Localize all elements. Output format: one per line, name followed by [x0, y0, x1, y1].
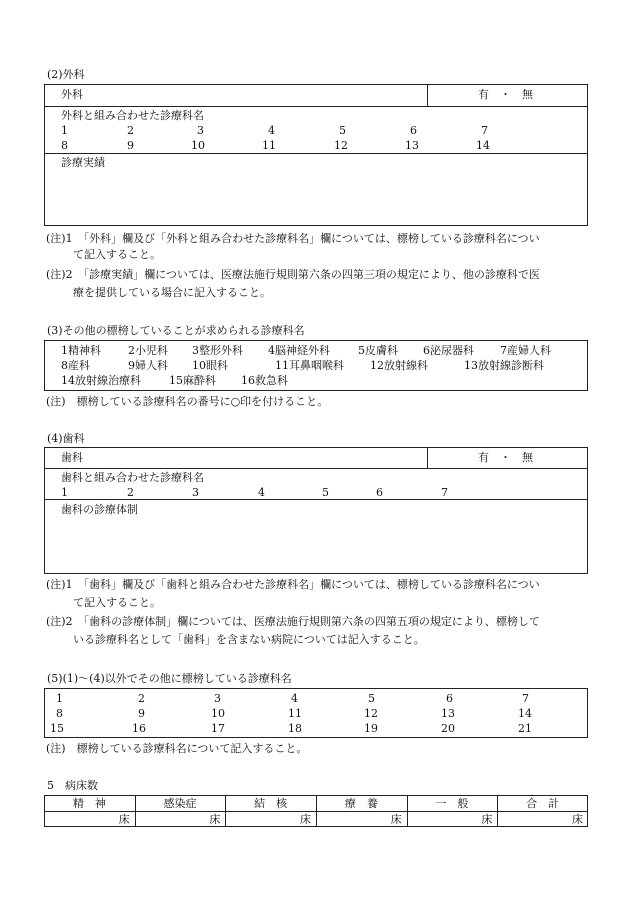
other-required-dept[interactable]: 16救急科 — [241, 374, 288, 387]
other-listed-dept-number[interactable]: 16 — [132, 722, 146, 735]
beds-unit[interactable]: 床 — [572, 813, 583, 826]
other-required-dept[interactable]: 1精神科 — [61, 344, 101, 357]
other-listed-dept-number[interactable]: 21 — [518, 722, 532, 735]
other-required-dept[interactable]: 13放射線診断科 — [464, 359, 544, 372]
section-dental-heading: (4)歯科 — [47, 432, 85, 445]
surgery-label: 外科 — [61, 88, 83, 101]
surgery-dept-number[interactable]: 9 — [127, 139, 134, 152]
other-listed-dept-number[interactable]: 14 — [518, 707, 532, 720]
beds-header: 一 般 — [435, 797, 469, 810]
dental-dept-number[interactable]: 2 — [127, 486, 134, 499]
other-required-dept[interactable]: 9婦人科 — [128, 359, 168, 372]
beds-header: 結 核 — [254, 797, 288, 810]
surgery-dept-number[interactable]: 3 — [197, 124, 204, 137]
surgery-note-1-cont: て記入すること。 — [73, 248, 161, 261]
other-listed-dept-number[interactable]: 2 — [138, 692, 145, 705]
other-required-dept[interactable]: 11耳鼻咽喉科 — [275, 359, 344, 372]
other-required-dept[interactable]: 8産科 — [61, 359, 90, 372]
surgery-dept-number[interactable]: 7 — [481, 124, 488, 137]
other-listed-note: (注) 標榜している診療科名について記入すること。 — [46, 742, 308, 755]
surgery-dept-number[interactable]: 4 — [268, 124, 275, 137]
other-listed-dept-number[interactable]: 4 — [291, 692, 298, 705]
other-required-dept[interactable]: 5皮膚科 — [358, 344, 398, 357]
surgery-yes-no[interactable]: 有 ・ 無 — [478, 88, 533, 101]
dental-dept-number[interactable]: 7 — [441, 486, 448, 499]
surgery-dept-number[interactable]: 8 — [61, 139, 68, 152]
surgery-dept-number[interactable]: 10 — [191, 139, 205, 152]
surgery-note-2-cont: 療を提供している場合に記入すること。 — [73, 286, 271, 299]
beds-unit[interactable]: 床 — [118, 813, 130, 826]
other-required-dept[interactable]: 10眼科 — [192, 359, 228, 372]
beds-header: 合 計 — [526, 797, 560, 810]
other-listed-dept-number[interactable]: 9 — [138, 707, 145, 720]
other-listed-dept-number[interactable]: 20 — [441, 722, 455, 735]
beds-header: 感染症 — [163, 797, 197, 810]
surgery-note-1: (注)1 「外科」欄及び「外科と組み合わせた診療科名」欄については、標榜している診療科名につい — [46, 232, 540, 245]
dental-dept-number[interactable]: 6 — [376, 486, 383, 499]
surgery-dept-number[interactable]: 12 — [334, 139, 348, 152]
section-surgery-heading: (2)外科 — [47, 68, 85, 81]
surgery-combo-label: 外科と組み合わせた診療科名 — [61, 109, 204, 122]
beds-unit[interactable]: 床 — [390, 813, 402, 826]
surgery-dept-number[interactable]: 13 — [405, 139, 419, 152]
surgery-dept-number[interactable]: 14 — [476, 139, 490, 152]
other-listed-dept-number[interactable]: 19 — [364, 722, 378, 735]
dental-label: 歯科 — [61, 451, 83, 464]
beds-unit[interactable]: 床 — [481, 813, 493, 826]
dental-system-label: 歯科の診療体制 — [61, 503, 138, 516]
other-listed-dept-number[interactable]: 13 — [441, 707, 455, 720]
other-required-dept[interactable]: 4脳神経外科 — [268, 344, 330, 357]
other-listed-dept-number[interactable]: 7 — [522, 692, 529, 705]
dental-dept-number[interactable]: 1 — [61, 486, 68, 499]
beds-unit[interactable]: 床 — [300, 813, 311, 826]
other-required-dept[interactable]: 14放射線治療科 — [61, 374, 141, 387]
other-required-dept[interactable]: 6泌尿器科 — [423, 344, 474, 357]
surgery-dept-number[interactable]: 11 — [262, 139, 276, 152]
other-listed-dept-number[interactable]: 15 — [50, 722, 64, 735]
other-listed-table — [44, 688, 588, 738]
dental-dept-number[interactable]: 3 — [192, 486, 199, 499]
surgery-dept-number[interactable]: 5 — [339, 124, 346, 137]
dental-note-1: (注)1 「歯科」欄及び「歯科と組み合わせた診療科名」欄については、標榜している診療科名につい — [46, 578, 540, 591]
other-listed-dept-number[interactable]: 1 — [56, 692, 63, 705]
other-listed-dept-number[interactable]: 8 — [56, 707, 63, 720]
other-listed-dept-number[interactable]: 18 — [288, 722, 302, 735]
dental-note-2: (注)2 「歯科の診療体制」欄については、医療法施行規則第六条の四第五項の規定により、標榜して — [46, 615, 540, 628]
beds-header: 療 養 — [344, 797, 378, 810]
dental-dept-number[interactable]: 5 — [322, 486, 329, 499]
surgery-note-2: (注)2 「診療実績」欄については、医療法施行規則第六条の四第三項の規定により、他の診療科で医 — [46, 268, 540, 281]
section-other-required-heading: (3)その他の標榜していることが求められる診療科名 — [47, 324, 305, 337]
surgery-dept-number[interactable]: 1 — [61, 124, 68, 137]
other-required-note: (注) 標榜している診療科名の番号に○印を付けること。 — [46, 395, 329, 408]
other-listed-dept-number[interactable]: 5 — [368, 692, 375, 705]
other-required-dept[interactable]: 2小児科 — [128, 344, 168, 357]
other-listed-dept-number[interactable]: 11 — [288, 707, 302, 720]
other-required-dept[interactable]: 7産婦人科 — [500, 344, 551, 357]
other-required-dept[interactable]: 15麻酔科 — [169, 374, 216, 387]
beds-unit[interactable]: 床 — [209, 813, 221, 826]
other-listed-dept-number[interactable]: 10 — [211, 707, 225, 720]
other-listed-dept-number[interactable]: 3 — [214, 692, 221, 705]
surgery-dept-number[interactable]: 2 — [127, 124, 134, 137]
other-required-dept[interactable]: 12放射線科 — [370, 359, 428, 372]
other-required-dept[interactable]: 3整形外科 — [192, 344, 243, 357]
dental-yes-no[interactable]: 有 ・ 無 — [478, 451, 533, 464]
surgery-dept-number[interactable]: 6 — [410, 124, 417, 137]
beds-heading: 5 病床数 — [47, 779, 98, 792]
dental-note-2-cont: いる診療科名として「歯科」を含まない病院については記入すること。 — [73, 633, 425, 646]
other-listed-dept-number[interactable]: 17 — [211, 722, 225, 735]
other-listed-dept-number[interactable]: 6 — [446, 692, 453, 705]
other-listed-dept-number[interactable]: 12 — [364, 707, 378, 720]
dental-combo-label: 歯科と組み合わせた診療科名 — [61, 471, 204, 484]
surgery-record-label: 診療実績 — [61, 156, 105, 169]
beds-header: 精 神 — [72, 797, 106, 810]
dental-dept-number[interactable]: 4 — [258, 486, 265, 499]
dental-note-1-cont: て記入すること。 — [73, 596, 161, 609]
section-other-listed-heading: (5)(1)～(4)以外でその他に標榜している診療科名 — [47, 672, 292, 685]
